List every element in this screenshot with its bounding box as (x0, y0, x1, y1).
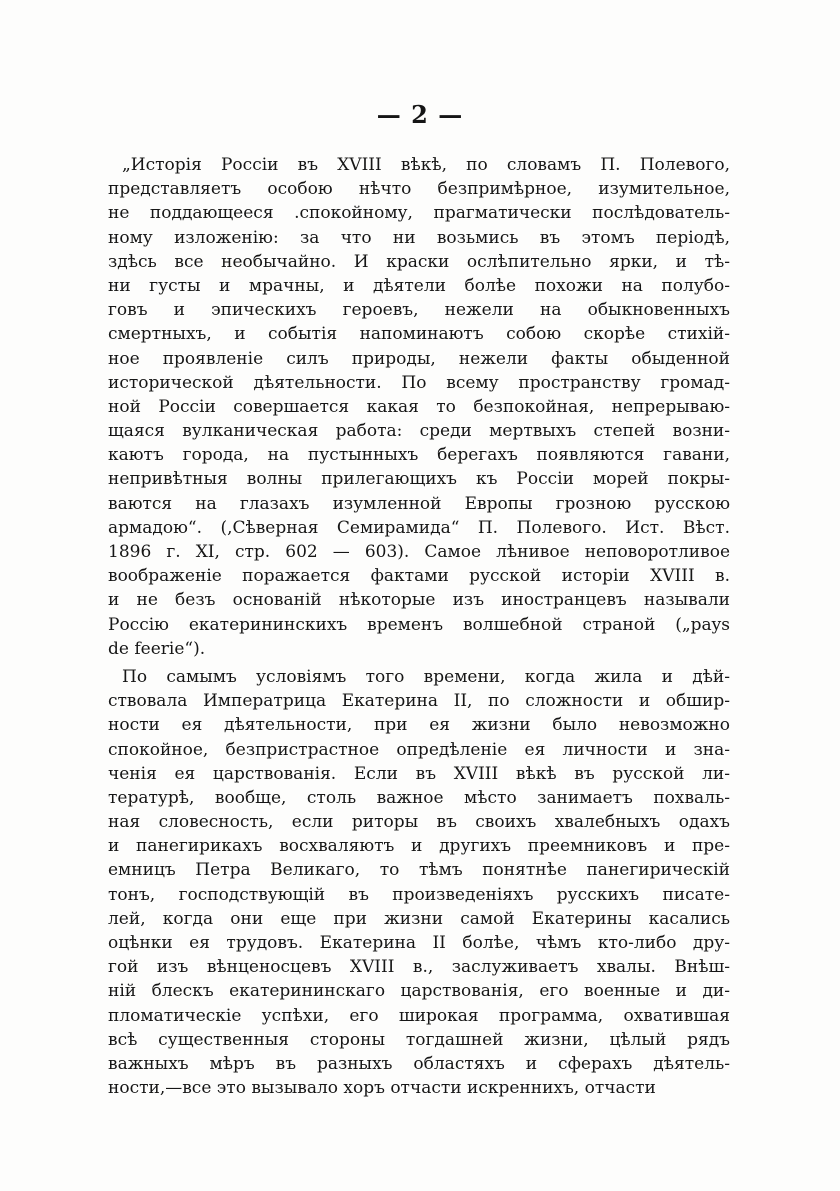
text-line: представляетъ особою нѣчто безпримѣрное, изумительное, (108, 179, 730, 200)
text-line: ствовала Императрица Екатерина II, по сложности и обшир- (108, 691, 730, 712)
text-line: смертныхъ, и событія напоминаютъ собою скорѣе стихій- (108, 324, 730, 345)
text-line: и панегирикахъ восхваляютъ и другихъ преемниковъ и пре- (108, 836, 730, 857)
text-line: ности,—все это вызывало хоръ отчасти искреннихъ, отчасти (108, 1078, 656, 1099)
text-line: и не безъ основаній нѣкоторые изъ иностранцевъ называли (108, 590, 730, 611)
text-line: тонъ, господствующій въ произведеніяхъ русскихъ писате- (108, 884, 730, 905)
paragraph (108, 665, 730, 1100)
text-line: ной Россіи совершается какая то безпокойная, непрерываю- (108, 396, 730, 417)
text-line: de feerie“). (108, 638, 206, 659)
text-line: важныхъ мѣръ въ разныхъ областяхъ и сферахъ дѣятель- (108, 1053, 730, 1074)
text-line: Россію екатерининскихъ временъ волшебной страной („pays (108, 614, 730, 635)
text-line: армадою“. (,Сѣверная Семирамида“ П. Полевого. Ист. Вѣст. (108, 517, 730, 538)
text-line: каютъ города, на пустынныхъ берегахъ появляются гавани, (108, 445, 730, 466)
text-line: ній блескъ екатерининскаго царствованія, его военные и ди- (108, 981, 730, 1002)
text-line: ни густы и мрачны, и дѣятели болѣе похожи на полубо- (108, 275, 730, 296)
text-line: ченія ея царствованія. Если въ XVIII вѣкѣ въ русской ли- (108, 763, 730, 784)
text-line: пломатическіе успѣхи, его широкая программа, охватившая (108, 1005, 730, 1026)
text-line: ности ея дѣятельности, при ея жизни было невозможно (108, 715, 730, 736)
text-line: 1896 г. XI, стр. 602 — 603). Самое лѣнивое неповоротливое (108, 542, 730, 562)
text-line: воображеніе поражается фактами русской исторіи XVIII в. (108, 566, 730, 587)
text-line: „Исторія Россіи въ XVIII вѣкѣ, по словамъ П. Полевого, (122, 155, 730, 175)
text-line: исторической дѣятельности. По всему пространству громад- (108, 372, 730, 393)
text-line: щаяся вулканическая работа: среди мертвыхъ степей возни- (108, 421, 730, 442)
text-line: спокойное, безпристрастное опредѣленіе ея личности и зна- (108, 739, 730, 760)
paragraph (108, 153, 730, 661)
text-line: непривѣтныя волны прилегающихъ къ Россіи морей покры- (108, 469, 730, 490)
body-text (108, 153, 730, 1100)
text-line: емницъ Петра Великаго, то тѣмъ понятнѣе панегирическій (108, 860, 730, 881)
text-line: ная словесность, если риторы въ своихъ хвалебныхъ одахъ (108, 812, 730, 833)
text-line: здѣсь все необычайно. И краски ослѣпительно ярки, и тѣ- (108, 251, 730, 272)
page-number: — 2 — (376, 100, 464, 129)
text-line: тературѣ, вообще, столь важное мѣсто занимаетъ похваль- (108, 787, 730, 808)
text-line: гой изъ вѣнценосцевъ XVIII в., заслуживаетъ хвалы. Внѣш- (108, 957, 730, 978)
text-line: лей, когда они еще при жизни самой Екатерины касались (108, 908, 730, 929)
text-line: ному изложенію: за что ни возьмись въ этомъ періодѣ, (108, 227, 730, 248)
text-line: ное проявленіе силъ природы, нежели факты обыденной (108, 348, 730, 369)
text-line: не поддающееся .спокойному, прагматически послѣдователь- (108, 203, 730, 224)
text-line: ваются на глазахъ изумленной Европы грозною русскою (108, 493, 730, 514)
text-line: всѣ существенныя стороны тогдашней жизни, цѣлый рядъ (108, 1029, 730, 1050)
text-line: оцѣнки ея трудовъ. Екатерина II болѣе, чѣмъ кто-либо дру- (108, 933, 730, 953)
text-line: говъ и эпическихъ героевъ, нежели на обыкновенныхъ (108, 300, 730, 321)
text-line: По самымъ условіямъ того времени, когда жила и дѣй- (122, 666, 730, 687)
